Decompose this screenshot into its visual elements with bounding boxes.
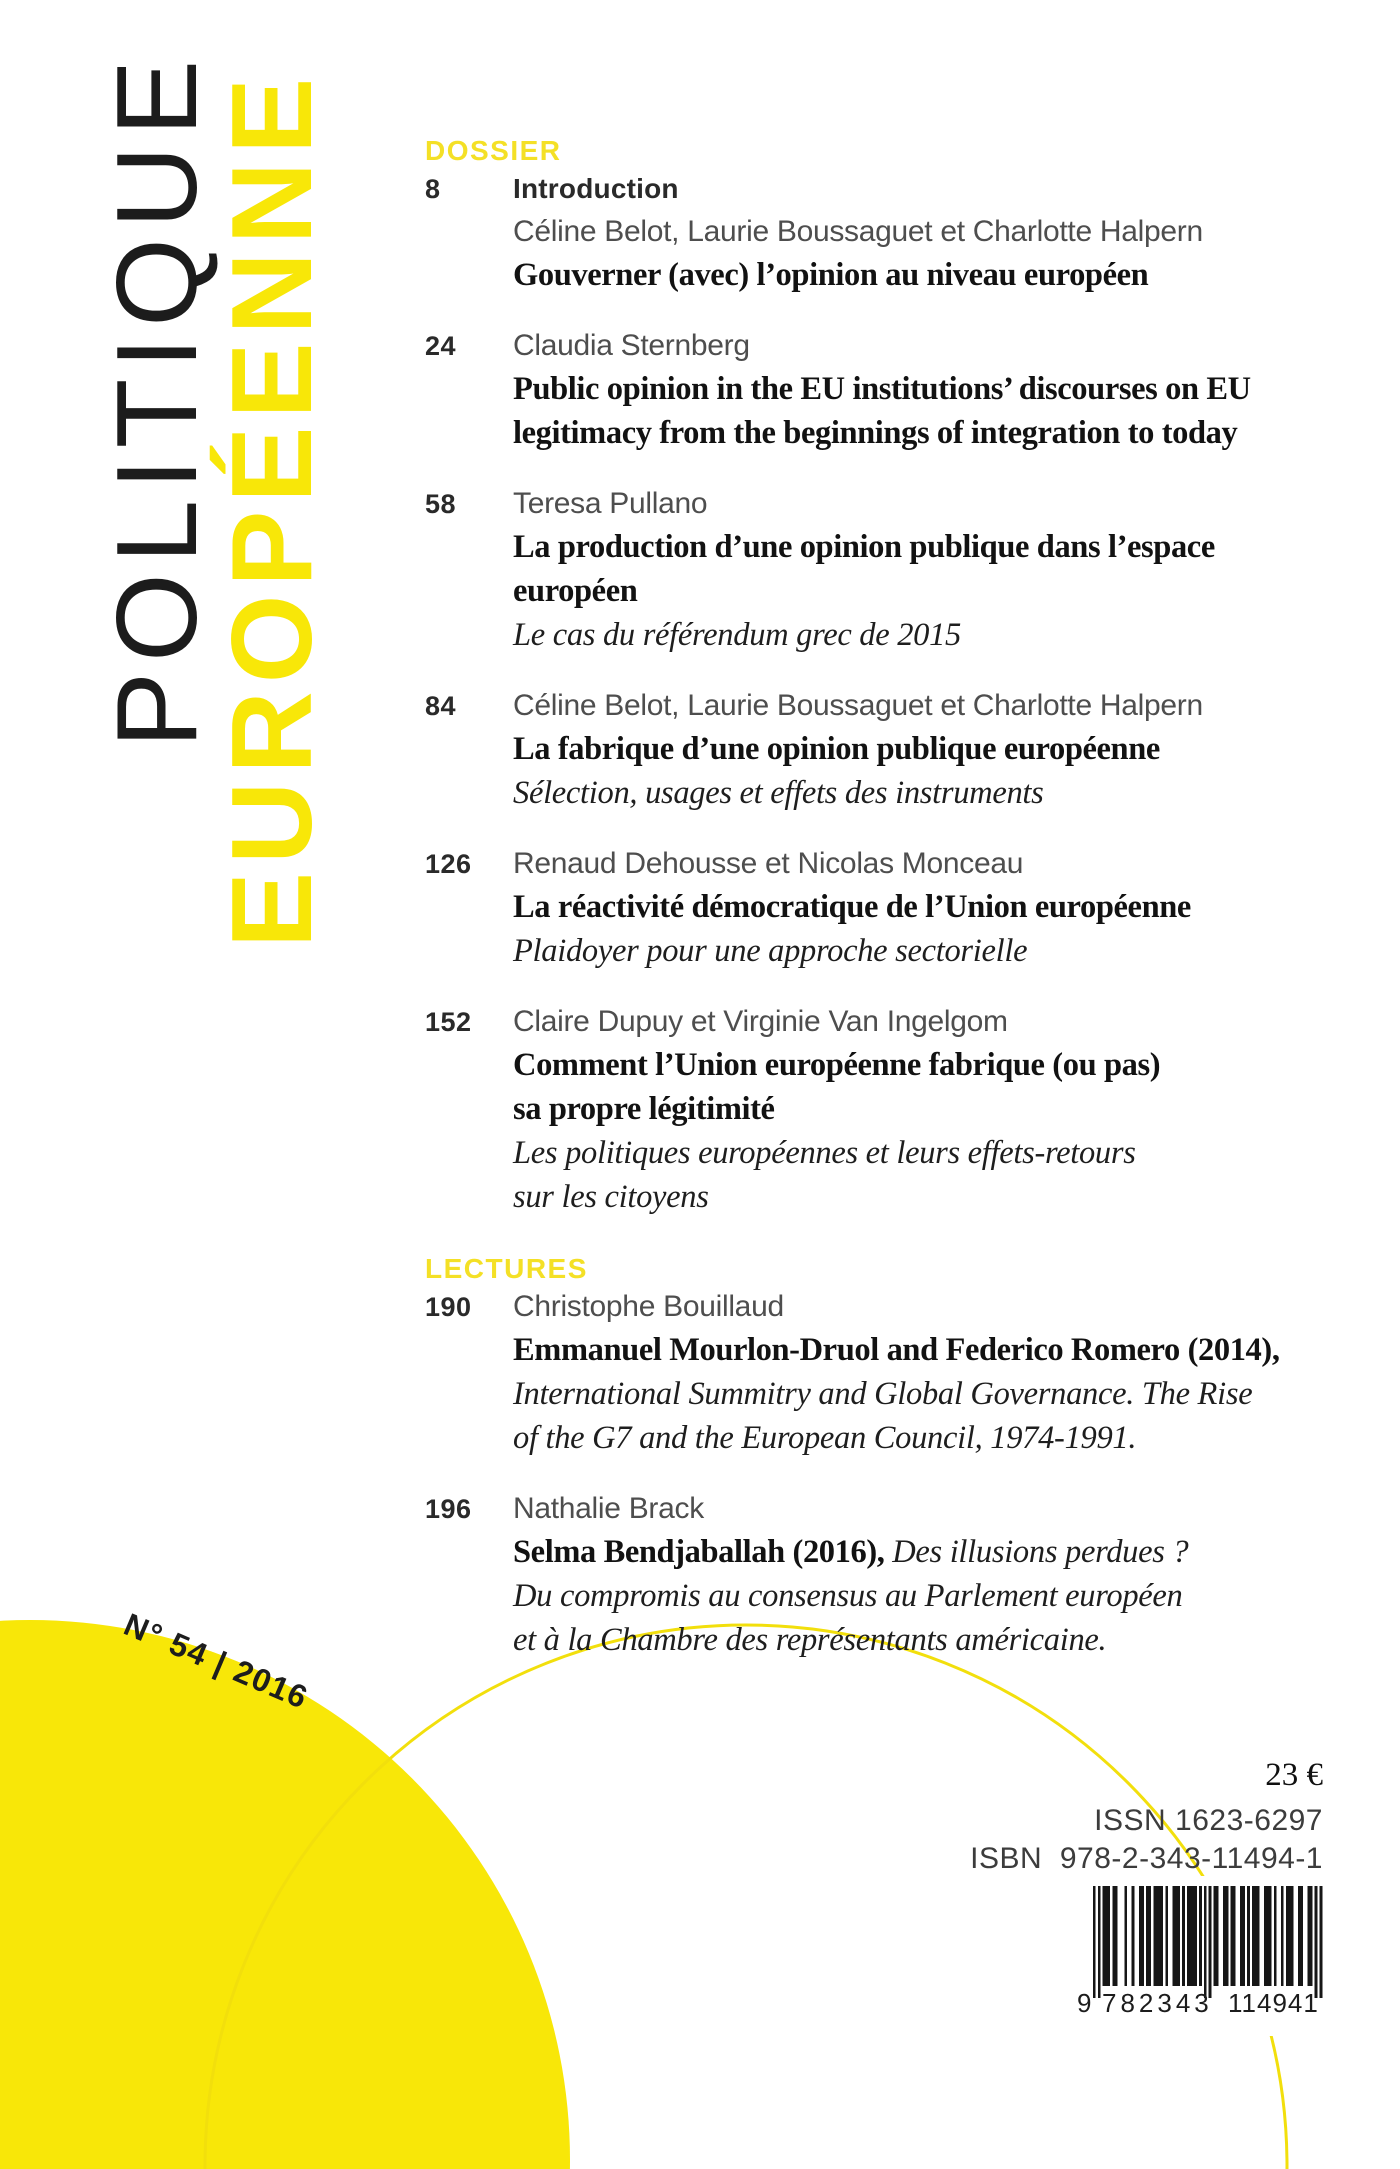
entry-title: Public opinion in the EU institutions’ discourses on EU (513, 371, 1251, 407)
entry-line (513, 327, 1335, 370)
entry-author: Renaud Dehousse et Nicolas Monceau (513, 847, 1024, 880)
entry-title: Emmanuel Mourlon-Druol and Federico Romero (2014), (513, 1332, 1280, 1368)
entry-line (513, 414, 1335, 458)
entry-line (513, 1288, 1335, 1331)
entry-author: Céline Belot, Laurie Boussaguet et Charlotte Halpern (513, 215, 1203, 248)
entry-subtitle: Des illusions perdues ? (892, 1534, 1189, 1570)
toc-entry (425, 170, 1335, 300)
toc-entry (425, 327, 1335, 458)
journal-title-europeenne: EUROPÉENNE (209, 69, 336, 948)
entry-line (513, 616, 1335, 660)
entry-line (513, 1490, 1335, 1533)
entry-page-number: 152 (425, 1007, 472, 1037)
entry-subtitle: Plaidoyer pour une approche sectorielle (513, 933, 1028, 969)
entry-label: Introduction (513, 173, 679, 204)
entry-line (513, 1331, 1335, 1375)
entry-line (513, 1419, 1335, 1463)
entry-title: Comment l’Union européenne fabrique (ou pas) (513, 1047, 1161, 1083)
section-heading: DOSSIER (425, 135, 562, 166)
entry-line (513, 485, 1335, 528)
entry-line (513, 730, 1335, 774)
entry-title: La fabrique d’une opinion publique européenne (513, 731, 1160, 767)
barcode-digit-group-2: 782343 (1102, 1988, 1213, 2018)
entry-page-number: 196 (425, 1494, 472, 1524)
table-of-contents (425, 131, 1335, 1692)
entry-line (513, 528, 1335, 572)
entry-line (513, 1621, 1335, 1665)
entry-line (513, 932, 1335, 976)
entry-author: Claudia Sternberg (513, 329, 750, 362)
issue-number-label: N° 54 | 2016 (118, 1606, 314, 1716)
toc-entry (425, 687, 1335, 818)
entry-line (513, 256, 1335, 300)
entry-line (513, 1003, 1335, 1046)
barcode-digits (1060, 1988, 1360, 2022)
entry-page-number: 8 (425, 174, 441, 204)
entry-title: La réactivité démocratique de l’Union européenne (513, 889, 1191, 925)
entry-title: européen (513, 573, 638, 609)
isbn-number: ISBN 978-2-343-11494-1 (970, 1842, 1323, 1875)
entry-page-number: 58 (425, 489, 457, 519)
barcode-digit-group-1: 9 (1077, 1988, 1092, 2018)
entry-line (513, 1178, 1335, 1222)
entry-subtitle: International Summitry and Global Governance. The Rise (513, 1376, 1253, 1412)
entry-line (513, 1375, 1335, 1419)
entry-line (513, 888, 1335, 932)
entry-author: Teresa Pullano (513, 487, 708, 520)
entry-subtitle: of the G7 and the European Council, 1974-1991. (513, 1420, 1137, 1456)
journal-title-politique: POLITIQUE (94, 49, 221, 748)
toc-entry (425, 1288, 1335, 1463)
entry-line (513, 213, 1335, 256)
toc-entry (425, 1490, 1335, 1665)
entry-subtitle: Sélection, usages et effets des instruments (513, 775, 1044, 811)
entry-title: Gouverner (avec) l’opinion au niveau européen (513, 257, 1149, 293)
entry-line (513, 1134, 1335, 1178)
entry-line (513, 1577, 1335, 1621)
publication-info (970, 1754, 1323, 1878)
barcode (1060, 1876, 1360, 2036)
toc-entry (425, 1003, 1335, 1222)
entry-title: La production d’une opinion publique dans l’espace (513, 529, 1215, 565)
entry-title: legitimacy from the beginnings of integration to today (513, 415, 1238, 451)
entry-subtitle: et à la Chambre des représentants américaine. (513, 1622, 1107, 1658)
entry-subtitle: sur les citoyens (513, 1179, 709, 1215)
entry-page-number: 24 (425, 331, 457, 361)
entry-author: Christophe Bouillaud (513, 1290, 784, 1323)
entry-title: Selma Bendjaballah (2016), (513, 1534, 893, 1570)
entry-line (513, 1046, 1335, 1090)
entry-line (513, 370, 1335, 414)
entry-title: sa propre légitimité (513, 1091, 775, 1127)
entry-author: Nathalie Brack (513, 1492, 704, 1525)
barcode-bars (1093, 1886, 1333, 2002)
issn-number: ISSN 1623-6297 (1094, 1804, 1323, 1837)
entry-line (513, 845, 1335, 888)
entry-line (513, 572, 1335, 616)
entry-page-number: 126 (425, 849, 472, 879)
toc-entry (425, 485, 1335, 660)
entry-line (513, 1090, 1335, 1134)
section-heading: LECTURES (425, 1253, 588, 1284)
barcode-digit-group-3: 114941 (1228, 1988, 1319, 2018)
entry-subtitle: Les politiques européennes et leurs effets-retours (513, 1135, 1136, 1171)
entry-subtitle: Du compromis au consensus au Parlement européen (513, 1578, 1183, 1614)
entry-line (513, 170, 1335, 213)
entry-author: Céline Belot, Laurie Boussaguet et Charlotte Halpern (513, 689, 1203, 722)
entry-line (513, 687, 1335, 730)
entry-author: Claire Dupuy et Virginie Van Ingelgom (513, 1005, 1008, 1038)
entry-line (513, 1533, 1335, 1577)
entry-subtitle: Le cas du référendum grec de 2015 (513, 617, 962, 653)
price: 23 € (1265, 1757, 1323, 1793)
entry-page-number: 84 (425, 691, 457, 721)
entry-line (513, 774, 1335, 818)
toc-entry (425, 845, 1335, 976)
entry-page-number: 190 (425, 1292, 472, 1322)
